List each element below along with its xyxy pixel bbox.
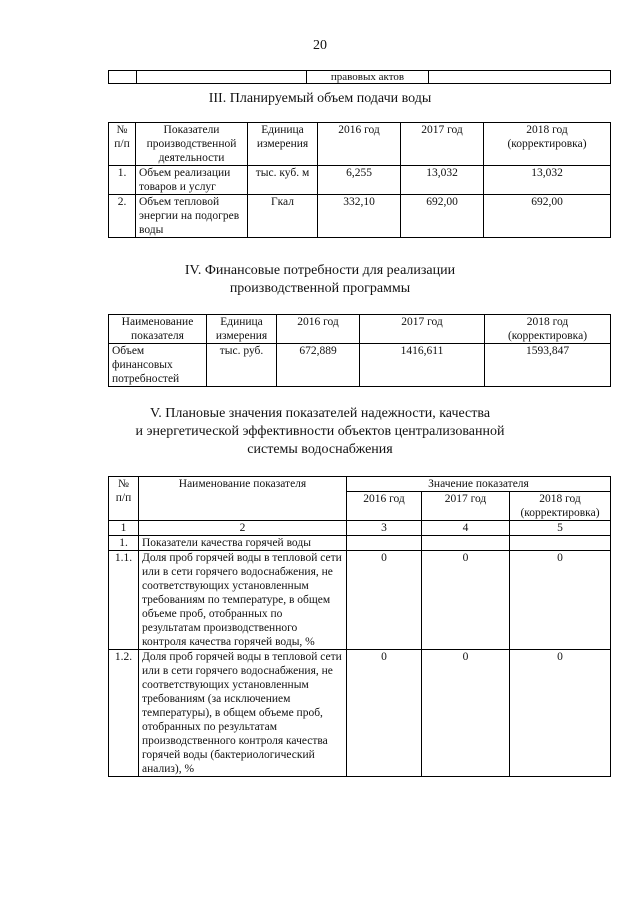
header-name: Наименование показателя [109, 315, 207, 344]
section3-table [108, 122, 611, 238]
header-row [109, 315, 611, 344]
table-row [109, 71, 611, 84]
row-2016: 332,10 [318, 195, 401, 238]
prev-table-cell: правовых актов [307, 71, 429, 84]
row-2017: 13,032 [401, 166, 484, 195]
row-name: Показатели качества горячей воды [139, 536, 347, 551]
header-2016: 2016 год [277, 315, 360, 344]
header-2018: 2018 год (корректировка) [510, 492, 611, 521]
row-name: Доля проб горячей воды в тепловой сети или в сети горячего водоснабжения, не соответствующих установленным требованиям (за исключением температуры), в общем объеме проб, отобранных по результатам производственного контроля качества горячей воды (бактериологический анализ), % [139, 650, 347, 777]
section4-title-line2: производственной программы [229, 281, 411, 296]
section5-title-line3: системы водоснабжения [247, 442, 393, 457]
table-row [109, 195, 611, 238]
section5-table [108, 476, 611, 777]
row-2017: 692,00 [401, 195, 484, 238]
row-indicator: Объем тепловой энергии на подогрев воды [136, 195, 248, 238]
row-num: 1. [109, 166, 136, 195]
header-row [109, 477, 611, 492]
section5-title [0, 405, 640, 459]
table-row [109, 536, 611, 551]
section5-title-line2: и энергетической эффективности объектов централизованной [135, 424, 505, 439]
section4-title-line1: IV. Финансовые потребности для реализации [184, 263, 456, 278]
index-cell: 5 [510, 521, 611, 536]
section4-title [0, 262, 640, 298]
section5-title-line1: V. Плановые значения показателей надежности, качества [149, 406, 491, 421]
header-name: Наименование показателя [139, 477, 347, 521]
header-2017: 2017 год [401, 123, 484, 166]
header-value-group: Значение показателя [347, 477, 611, 492]
header-2017: 2017 год [360, 315, 485, 344]
row-name: Доля проб горячей воды в тепловой сети или в сети горячего водоснабжения, не соответствующих установленным требованиям по температуре, в общем объеме проб, отобранных по результатам производственного контроля качества горячей воды, % [139, 551, 347, 650]
row-2017 [422, 536, 510, 551]
table-row [109, 551, 611, 650]
index-cell: 3 [347, 521, 422, 536]
row-2018: 0 [510, 551, 611, 650]
table-row [109, 344, 611, 387]
row-2017: 0 [422, 650, 510, 777]
row-2017: 0 [422, 551, 510, 650]
row-2016: 6,255 [318, 166, 401, 195]
index-cell: 4 [422, 521, 510, 536]
header-2016: 2016 год [347, 492, 422, 521]
header-indicator: Показатели производственной деятельности [136, 123, 248, 166]
row-name: Объем финансовых потребностей [109, 344, 207, 387]
index-cell: 2 [139, 521, 347, 536]
row-2016 [347, 536, 422, 551]
section3-title: III. Планируемый объем подачи воды [208, 91, 432, 106]
header-unit: Единица измерения [207, 315, 277, 344]
row-num: 2. [109, 195, 136, 238]
page-number: 20 [313, 38, 327, 53]
row-unit: Гкал [248, 195, 318, 238]
row-num: 1.2. [109, 650, 139, 777]
header-unit: Единица измерения [248, 123, 318, 166]
row-num: 1.1. [109, 551, 139, 650]
header-2018: 2018 год (корректировка) [484, 123, 611, 166]
row-2016: 0 [347, 650, 422, 777]
table-row [109, 650, 611, 777]
previous-table-fragment [108, 70, 611, 84]
section4-table [108, 314, 611, 387]
row-unit: тыс. куб. м [248, 166, 318, 195]
row-2018: 1593,847 [485, 344, 611, 387]
row-2018: 0 [510, 650, 611, 777]
row-2018: 13,032 [484, 166, 611, 195]
row-unit: тыс. руб. [207, 344, 277, 387]
row-num: 1. [109, 536, 139, 551]
table-row [109, 166, 611, 195]
row-indicator: Объем реализации товаров и услуг [136, 166, 248, 195]
header-2017: 2017 год [422, 492, 510, 521]
row-2016: 672,889 [277, 344, 360, 387]
row-2016: 0 [347, 551, 422, 650]
row-2018 [510, 536, 611, 551]
row-2017: 1416,611 [360, 344, 485, 387]
header-row [109, 123, 611, 166]
index-cell: 1 [109, 521, 139, 536]
header-2016: 2016 год [318, 123, 401, 166]
header-2018: 2018 год (корректировка) [485, 315, 611, 344]
header-num: № п/п [109, 477, 139, 521]
header-num: № п/п [109, 123, 136, 166]
index-row [109, 521, 611, 536]
row-2018: 692,00 [484, 195, 611, 238]
